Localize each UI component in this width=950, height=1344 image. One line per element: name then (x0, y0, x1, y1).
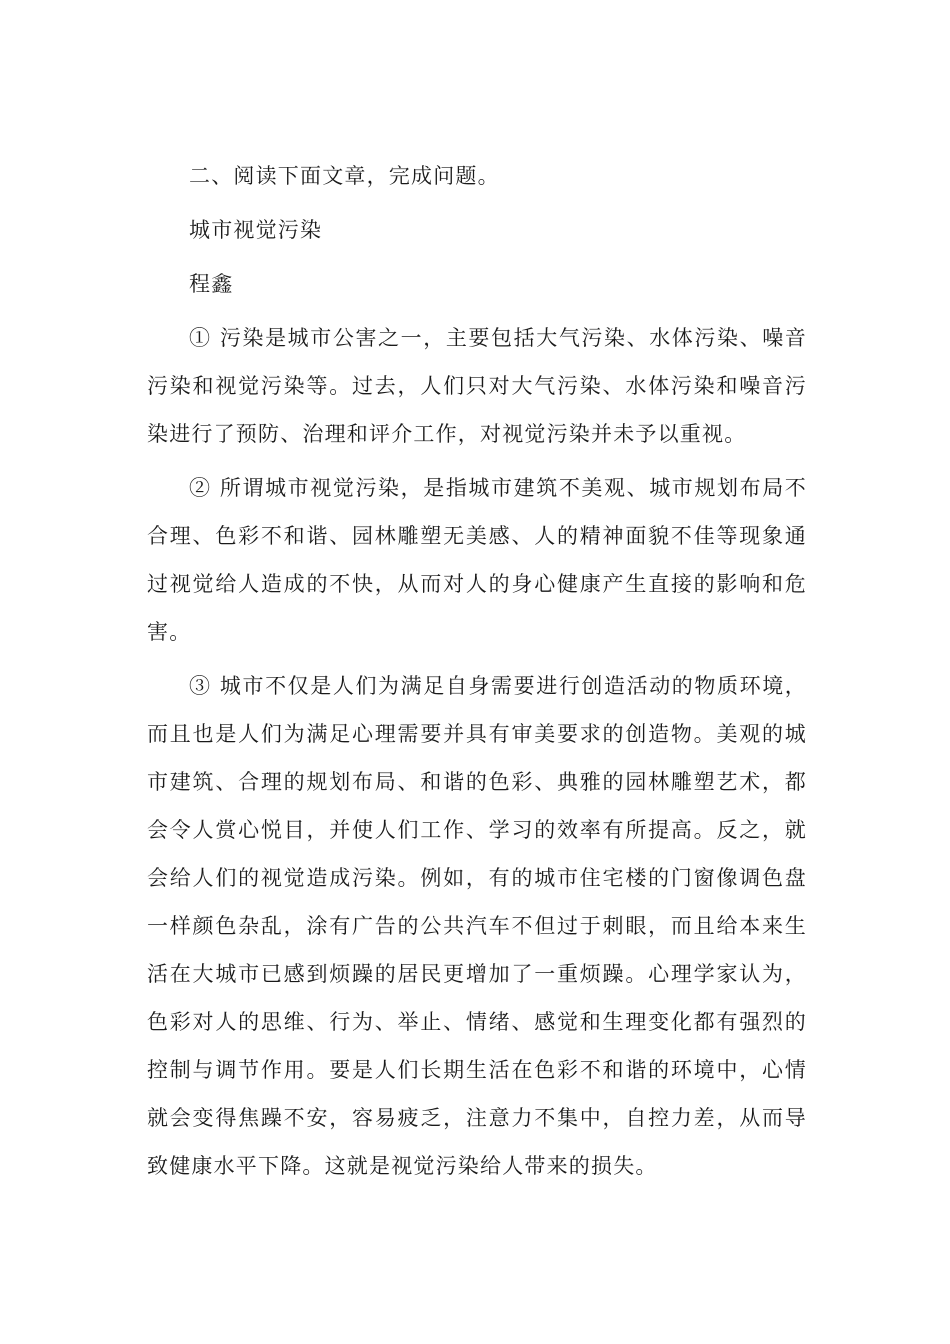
document-body (147, 152, 807, 1190)
paragraph-1: ① 污染是城市公害之一，主要包括大气污染、水体污染、噪音污染和视觉污染等。过去，人们只对大气污染、水体污染和噪音污染进行了预防、治理和评介工作，对视觉污染并未予以重视。 (147, 326, 807, 446)
article-author: 程鑫 (189, 272, 234, 296)
article-title: 城市视觉污染 (189, 218, 323, 242)
paragraph-2: ② 所谓城市视觉污染，是指城市建筑不美观、城市规划布局不合理、色彩不和谐、园林雕塑无美感、人的精神面貌不佳等现象通过视觉给人造成的不快，从而对人的身心健康产生直接的影响和危害。 (147, 476, 807, 644)
section-heading: 二、阅读下面文章，完成问题。 (189, 164, 500, 188)
paragraph-3: ③ 城市不仅是人们为满足自身需要进行创造活动的物质环境，而且也是人们为满足心理需要并具有审美要求的创造物。美观的城市建筑、合理的规划布局、和谐的色彩、典雅的园林雕塑艺术，都会令人赏心悦目，并使人们工作、学习的效率有所提高。反之，就会给人们的视觉造成污染。例如，有的城市住宅楼的门窗像调色盘一样颜色杂乱，涂有广告的公共汽车不但过于刺眼，而且给本来生活在大城市已感到烦躁的居民更增加了一重烦躁。心理学家认为，色彩对人的思维、行为、举止、情绪、感觉和生理变化都有强烈的控制与调节作用。要是人们长期生活在色彩不和谐的环境中，心情就会变得焦躁不安，容易疲乏，注意力不集中，自控力差，从而导致健康水平下降。这就是视觉污染给人带来的损失。 (147, 674, 807, 1178)
